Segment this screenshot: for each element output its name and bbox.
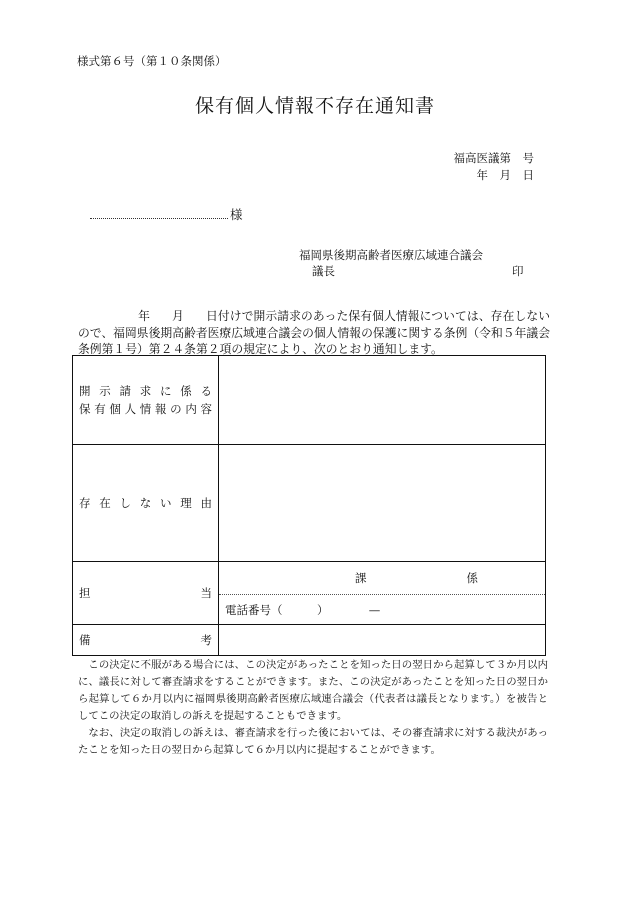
label-char: 請 xyxy=(119,384,131,398)
label-char: 容 xyxy=(200,402,212,416)
table-row xyxy=(73,445,546,562)
addressee-blank xyxy=(90,218,228,219)
label-char: 人 xyxy=(124,402,137,416)
label-char: 存 xyxy=(79,496,91,510)
label-char: 係 xyxy=(180,384,192,398)
remarks-label xyxy=(73,625,219,656)
label-char: 示 xyxy=(99,384,111,398)
document-title: 保有個人情報不存在通知書 xyxy=(194,95,435,117)
contact-label xyxy=(73,562,219,625)
label-char: 情 xyxy=(139,402,152,416)
label-char: 在 xyxy=(99,496,111,510)
label-char: る xyxy=(200,384,212,398)
seal-mark: 印 xyxy=(512,264,524,278)
label-char: 考 xyxy=(200,633,212,647)
remarks-value xyxy=(219,625,546,656)
table-row xyxy=(73,562,546,625)
label-char: 個 xyxy=(109,402,121,416)
table-row xyxy=(73,625,546,656)
label-char: 保 xyxy=(79,402,91,416)
section-label: 課 xyxy=(355,571,367,585)
label-char: 報 xyxy=(154,402,167,416)
reason-label xyxy=(73,445,219,562)
form-id: 様式第６号（第１０条関係） xyxy=(77,54,227,68)
issuer-org: 福岡県後期高齢者医療広域連合議会 xyxy=(299,248,483,262)
label-char: の xyxy=(170,402,182,416)
notes xyxy=(78,657,548,759)
label-char: 有 xyxy=(94,402,106,416)
label-char: 開 xyxy=(79,384,91,398)
unit-label: 係 xyxy=(466,571,478,585)
body-year: 年 xyxy=(138,309,150,323)
label-char: に xyxy=(160,384,172,398)
label-char: 理 xyxy=(180,496,192,510)
label-char: 当 xyxy=(200,586,212,600)
issuer-title: 議長 xyxy=(312,264,335,278)
notice-table xyxy=(72,355,546,656)
body-text: 日付けで開示請求のあった保有個人情報については、存在しないので、福岡県後期高齢者医療広域連合議会の個人情報の保護に関する条例（令和５年議会条例第１号）第２４条第２項の規定により、次のとおり通知します。 xyxy=(78,309,550,356)
requested-info-value xyxy=(219,356,546,445)
label-char: し xyxy=(119,496,131,510)
notification-body xyxy=(78,308,550,358)
contact-value xyxy=(219,562,546,625)
label-char: 内 xyxy=(185,402,197,416)
label-char: 担 xyxy=(79,586,91,600)
document-number: 福高医議第 号 xyxy=(453,151,534,165)
phone-label: 電話番号（ ） — xyxy=(225,602,381,617)
requested-info-label xyxy=(73,356,219,445)
reason-value xyxy=(219,445,546,562)
label-char: 求 xyxy=(139,384,152,398)
note-paragraph: この決定に不服がある場合には、この決定があったことを知った日の翌日から起算して３か月以内に、議長に対して審査請求をすることができます。また、この決定があったことを知った日の翌日から起算して６か月以内に福岡県後期高齢者医療広域連合議会（代表者は議長となります。）を被告としてこの決定の取消しの訴えを提起することもできます。 xyxy=(78,659,548,722)
note-paragraph: なお、決定の取消しの訴えは、審査請求を行った後においては、その審査請求に対する裁決があったことを知った日の翌日から起算して６か月以内に提起することができます。 xyxy=(78,727,548,756)
document-date: 年 月 日 xyxy=(476,168,534,182)
label-char: な xyxy=(139,496,152,510)
body-month: 月 xyxy=(171,309,184,323)
addressee-suffix: 様 xyxy=(230,207,243,222)
label-char: 由 xyxy=(200,496,212,510)
label-char: い xyxy=(160,496,172,510)
table-row xyxy=(73,356,546,445)
label-char: 備 xyxy=(79,633,91,647)
